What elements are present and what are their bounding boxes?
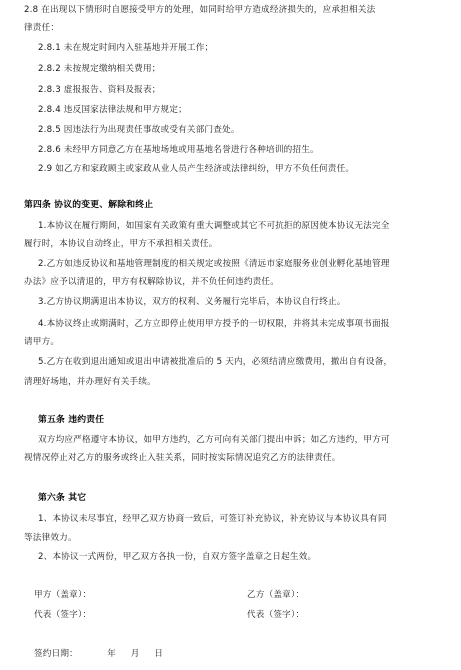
clause-2-8-line2: 律责任： <box>24 23 60 33</box>
article6-title: 第六条 其它 <box>38 493 87 503</box>
article4-p1-line2: 履行时，本协议自动终止，甲方不承担相关责任。 <box>24 239 218 249</box>
article5-title: 第五条 违约责任 <box>38 415 105 425</box>
article4-p4-line2: 请甲方。 <box>24 337 60 347</box>
clause-2-8-6: 2.8.6 未经甲方同意乙方在基地场地或用基地名誉进行各种培训的招生。 <box>38 145 319 155</box>
clause-2-8-2: 2.8.2 未按规定缴纳相关费用； <box>38 64 161 74</box>
article6-p2: 2、本协议一式两份，甲乙双方各执一份，自双方签字盖章之日起生效。 <box>38 552 317 562</box>
signing-date: 签约日期： 年 月 日 <box>34 649 163 659</box>
clause-2-8-5: 2.8.5 因违法行为出现责任事故或受有关部门查处。 <box>38 125 240 135</box>
article4-p5-line1: 5.乙方在收到退出通知或退出申请被批准后的 5 天内，必须结清应缴费用，撤出自有设备， <box>38 357 393 367</box>
party-a-seal: 甲方（盖章）： <box>34 590 92 600</box>
article4-p2-line1: 2.乙方如违反协议和基地管理制度的相关规定或按照《清远市家庭服务业创业孵化基地管理 <box>38 259 390 269</box>
article6-p1-line1: 1、本协议未尽事宜，经甲乙双方协商一致后，可签订补充协议，补充协议与本协议具有同 <box>38 514 387 524</box>
clause-2-8-line1: 2.8 在出现以下情形时自愿接受甲方的处理，如同时给甲方造成经济损失的，应承担相关法 <box>24 5 376 15</box>
article4-p4-line1: 4.本协议终止或期满时，乙方立即停止使用甲方授予的一切权限，并将其未完成事项书面报 <box>38 319 390 329</box>
article5-line1: 双方均应严格遵守本协议，如甲方违约，乙方可向有关部门提出申诉；如乙方违约，甲方可 <box>38 435 390 445</box>
article6-p1-line2: 等法律效力。 <box>24 533 77 543</box>
article4-p1-line1: 1.本协议在履行期间，如国家有关政策有重大调整或其它不可抗拒的原因使本协议无法完全 <box>38 221 390 231</box>
article4-p2-line2: 办法》应予以清退的，甲方有权解除协议，并不负任何违约责任。 <box>24 277 280 287</box>
article4-title: 第四条 协议的变更、解除和终止 <box>24 200 154 210</box>
clause-2-8-1: 2.8.1 未在规定时间内入驻基地并开展工作； <box>38 43 214 53</box>
clause-2-8-4: 2.8.4 违反国家法律法规和甲方规定； <box>38 105 187 115</box>
article4-p3: 3.乙方协议期满退出本协议，双方的权利、义务履行完毕后，本协议自行终止。 <box>38 297 346 307</box>
clause-2-9: 2.9 如乙方和家政顾主或家政从业人员产生经济或法律纠纷，甲方不负任何责任。 <box>38 164 355 174</box>
article4-p5-line2: 清理好场地，并办理好有关手续。 <box>24 377 156 387</box>
clause-2-8-3: 2.8.3 虚报报告、资料及报表； <box>38 85 161 95</box>
party-a-representative: 代表（签字）： <box>34 610 92 620</box>
party-b-representative: 代表（签字）： <box>247 610 305 620</box>
article5-line2: 视情况停止对乙方的服务或终止入驻关系，同时按实际情况追究乙方的法律责任。 <box>24 453 341 463</box>
party-b-seal: 乙方（盖章）： <box>247 590 305 600</box>
